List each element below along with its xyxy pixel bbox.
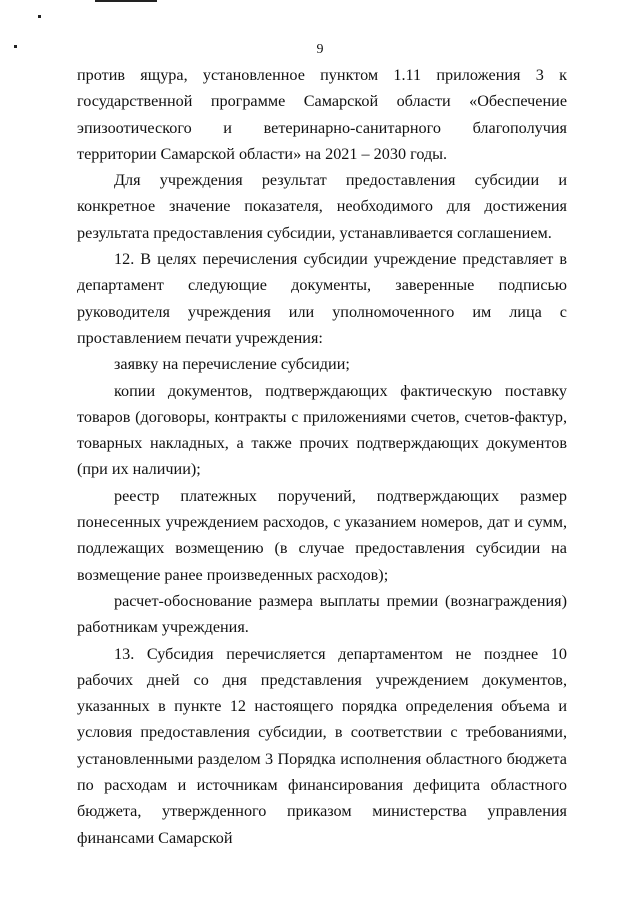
list-item-bonus-calculation: расчет-обоснование размера выплаты премии (вознаграждения) работникам учреждения. <box>77 591 567 637</box>
document-body <box>77 62 567 851</box>
list-item-request: заявку на перечисление субсидии; <box>114 355 350 374</box>
scan-edge-mark <box>95 0 157 2</box>
list-item-payment-register: реестр платежных поручений, подтверждающих размер понесенных учреждением расходов, с указанием номеров, дат и сумм, подлежащих возмещению (в случае предоставления субсидии на возмещение ранее произведенных расходов); <box>77 486 567 584</box>
scan-dot <box>38 15 41 18</box>
paragraph-item-1-continuation: против ящура, установленное пунктом 1.11 приложения 3 к государственной программе Самарской области «Обеспечение эпизоотического и ветеринарно-санитарного благополучия территории Самарской области» на 2021 – 2030 годы. <box>77 66 567 163</box>
page-number: 9 <box>316 42 324 57</box>
paragraph-result-indicator: Для учреждения результат предоставления субсидии и конкретное значение показателя, необходимого для достижения результата предоставления субсидии, устанавливается соглашением. <box>77 171 567 242</box>
paragraph-item-12: 12. В целях перечисления субсидии учреждение представляет в департамент следующие документы, заверенные подписью руководителя учреждения или уполномоченного им лица с проставлением печати учреждения: <box>77 250 567 347</box>
list-item-document-copies: копии документов, подтверждающих фактическую поставку товаров (договоры, контракты с приложениями счетов, счетов-фактур, товарных накладных, а также прочих подтверждающих документов (при их наличии); <box>77 381 567 479</box>
paragraph-item-13: 13. Субсидия перечисляется департаментом не позднее 10 рабочих дней со дня представления учреждением документов, указанных в пункте 12 настоящего порядка определения объема и условия предоставления субсидии, в соответствии с требованиями, установленными разделом 3 Порядка исполнения областного бюджета по расходам и источникам финансирования дефицита областного бюджета, утвержденного приказом министерства управления финансами Самарской <box>77 644 567 847</box>
